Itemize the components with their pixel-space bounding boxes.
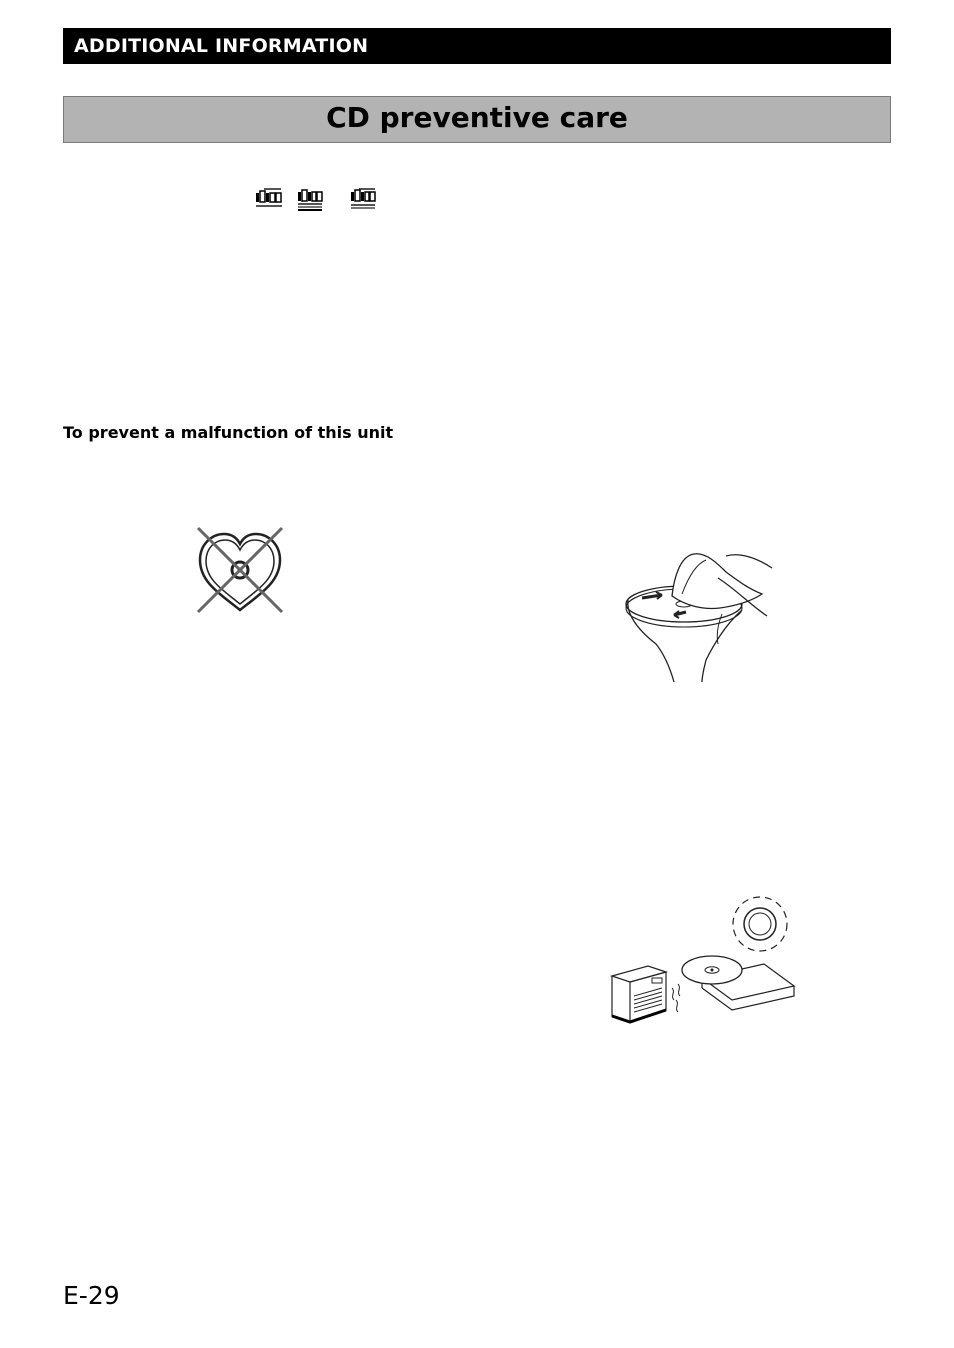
disc-near-heater-and-sun <box>604 888 804 1026</box>
disc-logos <box>255 188 385 212</box>
section-header-bar <box>63 28 891 64</box>
page-title: CD preventive care <box>326 101 628 134</box>
heart-shaped-disc-crossed-out <box>190 522 290 618</box>
compact-disc-logo <box>297 188 323 212</box>
page-number: E-29 <box>63 1281 120 1310</box>
compact-disc-text-logo <box>350 188 376 210</box>
section-title: ADDITIONAL INFORMATION <box>74 35 369 57</box>
subheading-prevent-malfunction: To prevent a malfunction of this unit <box>63 423 394 442</box>
hands-wiping-disc-with-cloth <box>622 548 777 684</box>
page-title-box <box>63 96 891 143</box>
compact-disc-digital-audio-logo <box>255 188 283 210</box>
